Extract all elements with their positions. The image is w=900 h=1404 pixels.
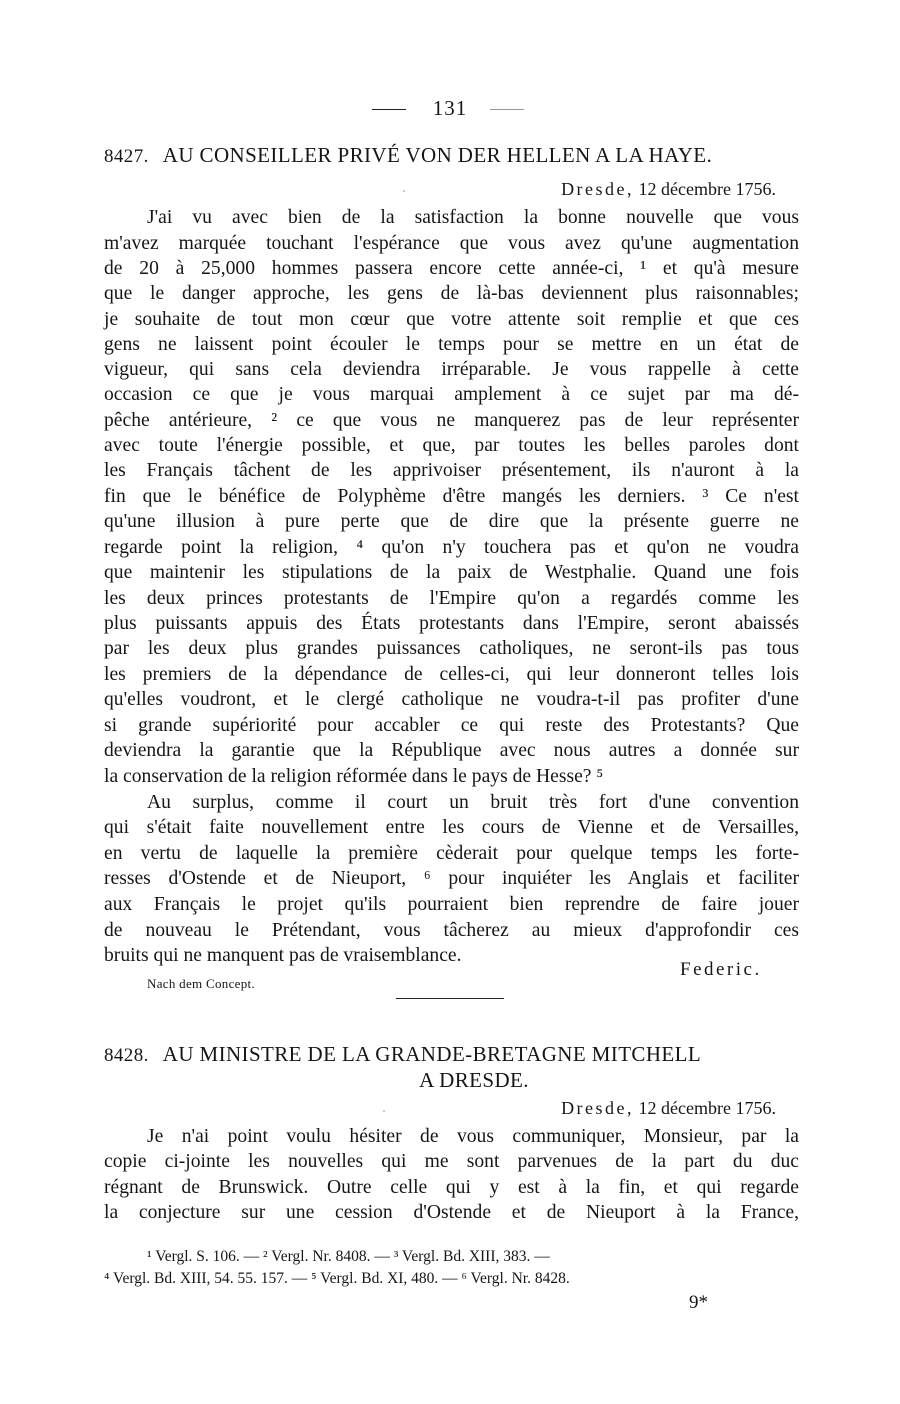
text-line: occasion ce que je vous marquai amplement à ce sujet par ma dé- [104,384,799,405]
text-line: J'ai vu avec bien de la satisfaction la bonne nouvelle que vous [147,207,799,228]
text-line: qu'une illusion à pure perte que de dire que la présente guerre ne [104,511,799,532]
signature-mark: 9* [689,1292,708,1313]
letter-heading [104,1042,701,1067]
text-line: si grande supériorité pour accabler ce qui reste des Protestants? Que [104,715,799,736]
footnote-line: ⁴ Vergl. Bd. XIII, 54. 55. 157. — ⁵ Vergl. Bd. XI, 480. — ⁶ Vergl. Nr. 8428. [104,1270,570,1287]
page-number: 131 [432,96,468,120]
letter-dateline [561,179,776,200]
text-line: fin que le bénéfice de Polyphème d'être mangés les derniers. ³ Ce n'est [104,486,799,507]
text-line: copie ci-jointe les nouvelles qui me sont parvenues de la part du duc [104,1151,799,1172]
text-line: Au surplus, comme il court un bruit très fort d'une convention [147,792,799,813]
text-line: qu'elles voudront, et le clergé catholique ne voudra-t-il pas profiter d'une [104,689,799,710]
letter-addressee: AU CONSEILLER PRIVÉ VON DER HELLEN A LA HAYE. [162,143,713,167]
letter-number: 8427. [104,146,149,167]
letter-signature: Federic. [680,959,762,980]
letter-dateline [561,1098,776,1119]
text-line: bruits qui ne manquent pas de vraisemblance. [104,945,462,966]
letter-place: Dresde, [561,1098,635,1118]
page-number-rule-right [490,109,524,110]
letter-date: 12 décembre 1756. [638,1098,776,1118]
source-note: Nach dem Concept. [147,976,255,991]
text-line: la conjecture sur une cession d'Ostende et de Nieuport à la France, [104,1202,799,1223]
text-line: gens ne laissent point écouler le temps pour se mettre en un état de [104,334,799,355]
text-line: pêche antérieure, ² ce que vous ne manquerez pas de leur représenter [104,410,799,431]
letter-number: 8428. [104,1045,149,1066]
text-line: aux Français le projet qu'ils pourraient bien reprendre de faire jouer [104,894,799,915]
text-line: que le danger approche, les gens de là-bas deviennent plus raisonnables; [104,283,799,304]
footnote-line: ¹ Vergl. S. 106. — ² Vergl. Nr. 8408. — ³ Vergl. Bd. XIII, 383. — [147,1248,550,1265]
text-line: avec toute l'énergie possible, et que, par toutes les belles paroles dont [104,435,799,456]
paper-speck [383,1110,385,1112]
text-line: Je n'ai point voulu hésiter de vous communiquer, Monsieur, par la [147,1126,799,1147]
text-line: qui s'était faite nouvellement entre les cours de Vienne et de Versailles, [104,817,799,838]
text-line: en vertu de laquelle la première cèderait pour quelque temps les forte- [104,843,799,864]
text-line: par les deux plus grandes puissances catholiques, ne seront-ils pas tous [104,638,799,659]
text-line: les premiers de la dépendance de celles-ci, qui leur donneront telles lois [104,664,799,685]
text-line: vigueur, qui sans cela deviendra irréparable. Je vous rappelle à cette [104,359,799,380]
text-line: de nouveau le Prétendant, vous tâcherez au mieux d'approfondir ces [104,920,799,941]
text-line: que maintenir les stipulations de la paix de Westphalie. Quand une fois [104,562,799,583]
text-line: m'avez marquée touchant l'espérance que vous avez qu'une augmentation [104,233,799,254]
text-line: régnant de Brunswick. Outre celle qui y est à la fin, et qui regarde [104,1177,799,1198]
text-line: regarde point la religion, ⁴ qu'on n'y touchera pas et qu'on ne voudra [104,537,799,558]
letter-heading [104,143,712,168]
text-line: les deux princes protestants de l'Empire qu'on a regardés comme les [104,588,799,609]
letter-heading-line2: A DRESDE. [419,1068,529,1092]
letter-date: 12 décembre 1756. [638,179,776,199]
text-line: resses d'Ostende et de Nieuport, ⁶ pour inquiéter les Anglais et faciliter [104,868,799,889]
text-line: deviendra la garantie que la République avec nous autres a donnée sur [104,740,799,761]
letter-place: Dresde, [561,179,635,199]
letter-addressee: AU MINISTRE DE LA GRANDE-BRETAGNE MITCHELL [162,1042,702,1066]
text-line: de 20 à 25,000 hommes passera encore cette année-ci, ¹ et qu'à mesure [104,258,799,279]
text-line: les Français tâchent de les apprivoiser présentement, ils n'auront à la [104,460,799,481]
text-line: plus puissants appuis des États protestants dans l'Empire, seront abaissés [104,613,799,634]
text-line: la conservation de la religion réformée dans le pays de Hesse? ⁵ [104,766,604,787]
text-line: je souhaite de tout mon cœur que votre attente soit remplie et que ces [104,309,799,330]
section-divider [396,998,504,999]
paper-speck [403,190,405,192]
